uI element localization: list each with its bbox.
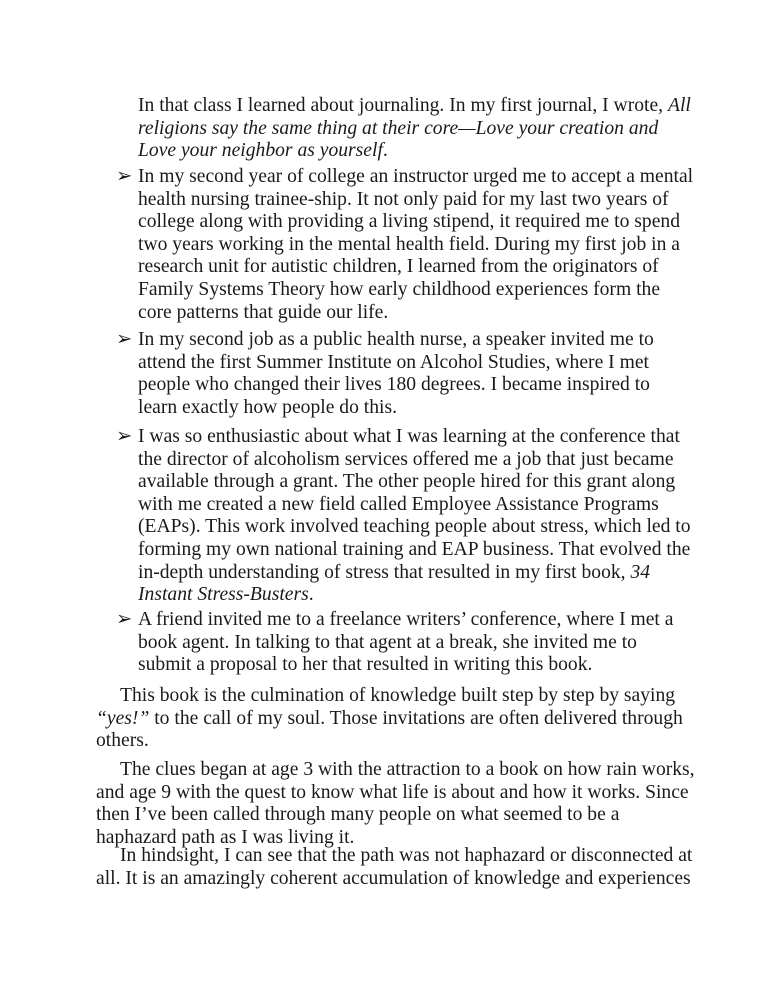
bullet-line: health nursing trainee-ship. It not only paid for my last two years of — [138, 188, 669, 210]
bullet-line: college along with providing a living stipend, it required me to spend — [138, 211, 680, 233]
arrowhead-bullet-icon: ➢ — [116, 329, 133, 350]
paragraph-text: to the call of my soul. Those invitations are often delivered through — [149, 707, 683, 729]
bullet-body — [138, 426, 691, 607]
paragraph-culmination — [96, 685, 686, 753]
paragraph-line: others. — [96, 730, 149, 752]
bullet-line — [138, 584, 686, 607]
intro-text: In that class I learned about journaling. In my first journal, I wrote, — [138, 95, 668, 116]
bullet-line: core patterns that guide our life. — [138, 301, 389, 323]
bullet-body — [138, 166, 694, 324]
bullet-line: forming my own national training and EAP business. That evolved the — [138, 538, 691, 560]
bullet-line — [138, 562, 686, 585]
intro-line-3 — [138, 140, 686, 163]
intro-line-1 — [138, 95, 691, 118]
paragraph-line: haphazard path as I was living it. — [96, 826, 355, 848]
bullet-line: available through a grant. The other people hired for this grant along — [138, 471, 676, 493]
arrowhead-bullet-icon: ➢ — [116, 426, 133, 447]
paragraph-clues — [96, 759, 695, 849]
bullet-line: research unit for autistic children, I learned from the originators of — [138, 256, 659, 278]
bullet-line: submit a proposal to her that resulted in writing this book. — [138, 654, 593, 676]
intro-paragraph — [138, 95, 691, 163]
book-title-end: Instant Stress-Busters — [138, 584, 309, 606]
bullet-line: A friend invited me to a freelance writers’ conference, where I met a — [138, 609, 674, 630]
book-title-period: . — [308, 584, 314, 606]
paragraph-line: This book is the culmination of knowledge built step by step by saying — [120, 685, 676, 706]
bullet-line: attend the first Summer Institute on Alcohol Studies, where I met — [138, 351, 649, 373]
bullet-line: (EAPs). This work involved teaching people about stress, which led to — [138, 516, 691, 538]
bullet-line: people who changed their lives 180 degrees. I became inspired to — [138, 374, 650, 396]
bullet-body — [138, 609, 686, 677]
yes-quote: “yes!” — [96, 707, 150, 729]
bullet-line: learn exactly how people do this. — [138, 396, 397, 418]
paragraph-hindsight — [96, 845, 693, 890]
bullet-line: the director of alcoholism services offered me a job that just became — [138, 448, 674, 470]
intro-quote-middle: religions say the same thing at their core—Love your creation and — [138, 117, 659, 139]
intro-period: . — [382, 140, 388, 162]
bullet-line: In my second job as a public health nurse, a speaker invited me to — [138, 329, 654, 350]
book-title-start: 34 — [630, 561, 651, 583]
bullet-line: with me created a new field called Employee Assistance Programs — [138, 493, 659, 515]
intro-quote-end: Love your neighbor as yourself — [138, 140, 383, 162]
intro-quote-start: All — [667, 95, 691, 116]
arrowhead-bullet-icon: ➢ — [116, 609, 133, 630]
bullet-line: two years working in the mental health field. During my first job in a — [138, 233, 680, 255]
bullet-line: book agent. In talking to that agent at a break, she invited me to — [138, 631, 637, 653]
book-reference-text: in-depth understanding of stress that resulted in my first book, — [138, 561, 631, 583]
bullet-body — [138, 329, 686, 419]
paragraph-line: The clues began at age 3 with the attraction to a book on how rain works, — [120, 759, 695, 780]
intro-line-2 — [138, 118, 686, 141]
bullet-line: I was so enthusiastic about what I was learning at the conference that — [138, 426, 680, 447]
bullet-line: Family Systems Theory how early childhood experiences form the — [138, 278, 661, 300]
paragraph-line: In hindsight, I can see that the path was not haphazard or disconnected at — [120, 845, 693, 866]
paragraph-line: and age 9 with the quest to know what life is about and how it works. Since — [96, 781, 689, 803]
paragraph-line: then I’ve been called through many people on what seemed to be a — [96, 804, 620, 826]
bullet-line: In my second year of college an instructor urged me to accept a mental — [138, 166, 694, 187]
paragraph-line: all. It is an amazingly coherent accumulation of knowledge and experiences — [96, 867, 691, 889]
arrowhead-bullet-icon: ➢ — [116, 166, 133, 187]
paragraph-line — [96, 708, 686, 731]
